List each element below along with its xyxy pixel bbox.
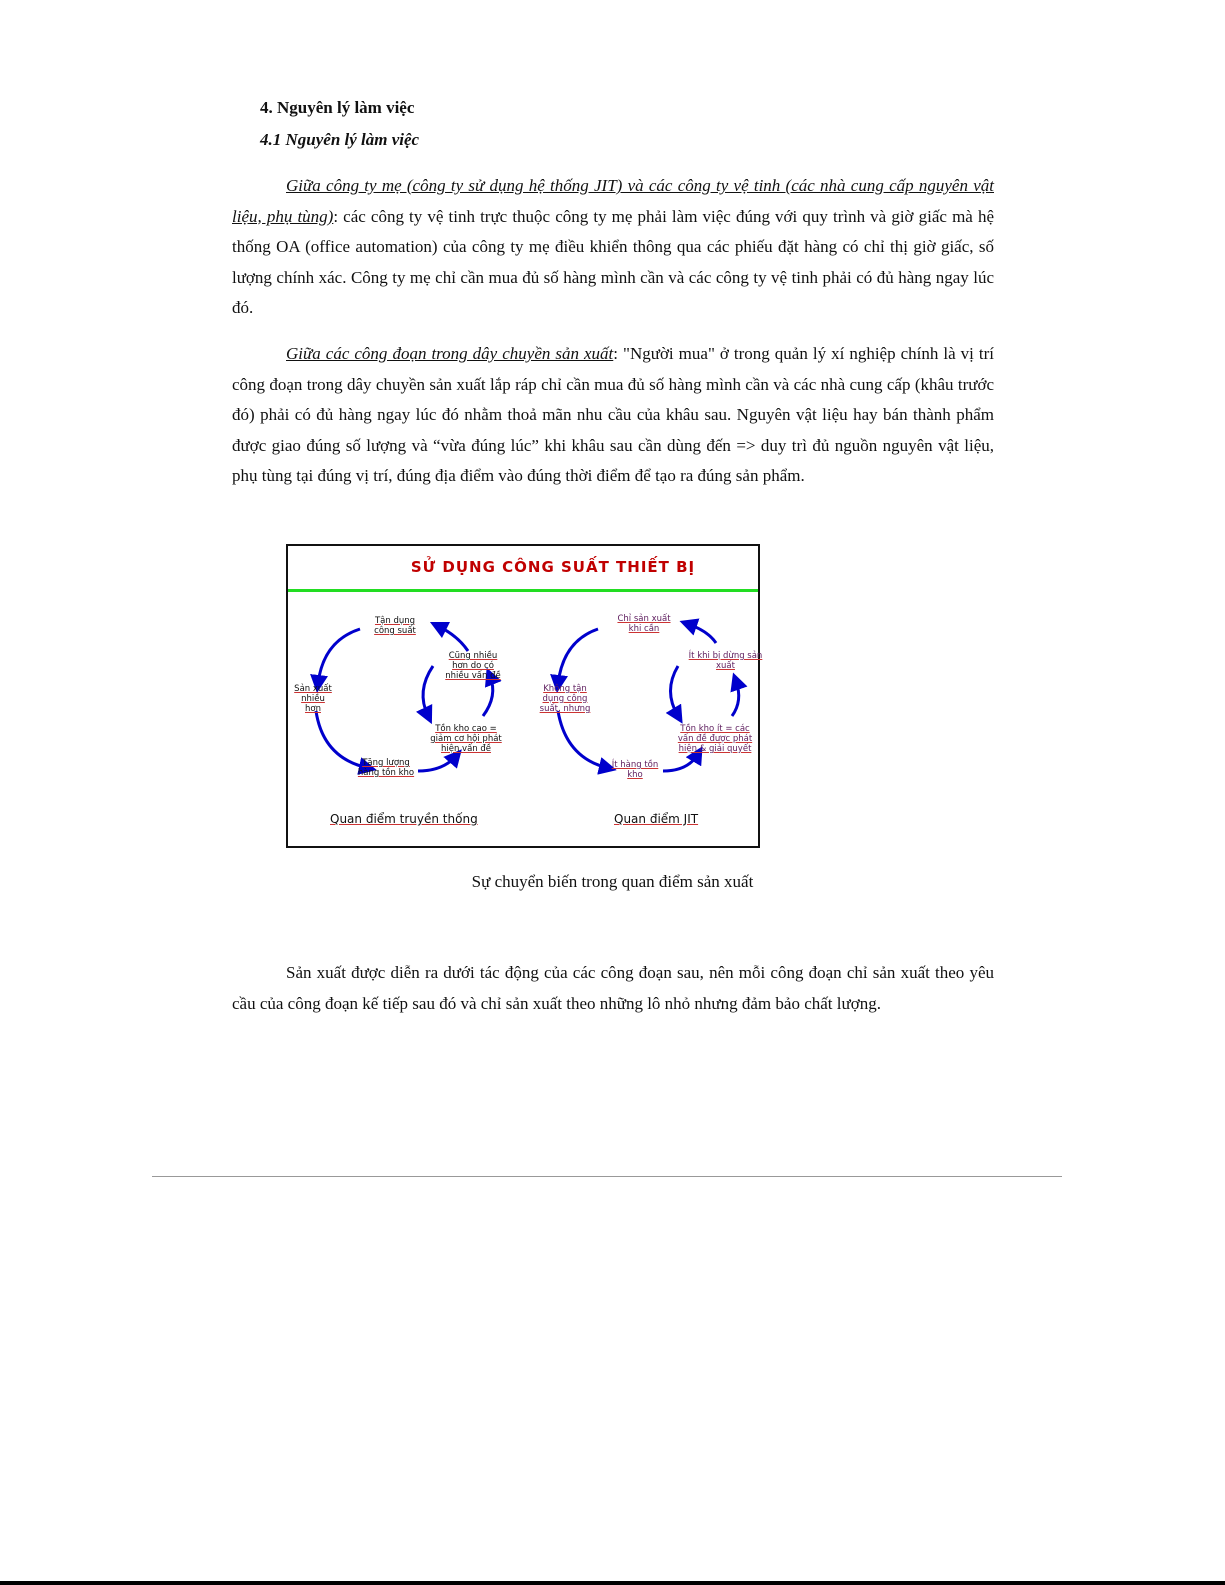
cycle-arrows [288, 546, 758, 846]
paragraph-2-text: : "Người mua" ở trong quản lý xí nghiệp chính là vị trí công đoạn trong dây chuyền sản xuất lắp ráp chỉ cần mua đủ số hàng mình cần và các nhà cung cấp (khâu trước đó) phải có đủ hàng ngay lúc đó nhằm thoả mãn nhu cầu của khâu sau. Nguyên vật liệu hay bán thành phẩm được giao đúng số lượng và “vừa đúng lúc” khi khâu sau cần dùng đến => duy trì đủ nguồn nguyên vật liệu, phụ tùng tại đúng vị trí, đúng địa điểm vào đúng thời điểm để tạo ra đúng sản phẩm. [232, 344, 994, 485]
right-label-3: Không tận dụng công suất, nhưng [539, 684, 591, 714]
right-label-1: Chỉ sản xuất khi cần [617, 614, 671, 634]
right-caption: Quan điểm JIT [614, 812, 699, 826]
figure-title: SỬ DỤNG CÔNG SUẤT THIẾT BỊ [410, 558, 696, 576]
paragraph-1-text: : các công ty vệ tinh trực thuộc công ty mẹ phải làm việc đúng với quy trình và giờ giấc mà hệ thống OA (office automation) của công ty mẹ điều khiển thông qua các phiếu đặt hàng có chỉ thị giờ giấc, số lượng chính xác. Công ty mẹ chỉ cần mua đủ số hàng mình cần và các công ty vệ tinh phải có đủ hàng ngay lúc đó. [232, 206, 994, 317]
subsection-heading: 4.1 Nguyên lý làm việc [260, 130, 420, 149]
paragraph-3-text: Sản xuất được diễn ra dưới tác động của các công đoạn sau, nên mỗi công đoạn chỉ sản xuất theo yêu cầu của công đoạn kế tiếp sau đó và chỉ sản xuất theo những lô nhỏ nhưng đảm bảo chất lượng. [232, 963, 994, 1013]
left-label-2: Cũng nhiều hơn do có nhiều vấn đề [445, 651, 501, 681]
page-bottom-border [0, 1581, 1225, 1585]
section-heading: 4. Nguyên lý làm việc [260, 98, 415, 117]
right-label-5: Ít hàng tồn kho [611, 760, 659, 780]
paragraph-1-lead: Giữa công ty mẹ (công ty sử dụng hệ thống JIT) và các công ty vệ tinh (các nhà cung cấp nguyên vật liệu, phụ tùng) [232, 176, 994, 226]
left-caption: Quan điểm truyền thống [330, 812, 478, 826]
right-label-2: Ít khi bị dừng sản xuất [688, 651, 763, 671]
left-label-4: Tồn kho cao = giảm cơ hội phát hiện vấn đề [430, 724, 502, 754]
paragraph-2 [232, 339, 994, 492]
right-label-4: Tồn kho ít = các vấn đề được phát hiện & giải quyết [677, 724, 753, 754]
left-label-1: Tận dụng công suất [374, 616, 416, 636]
left-label-3: Sản xuất nhiều hơn [294, 684, 332, 714]
paragraph-1 [232, 171, 994, 324]
figure-caption: Sự chuyển biến trong quan điểm sản xuất [471, 872, 754, 891]
paragraph-3 [232, 958, 994, 1019]
figure-equipment-capacity [286, 544, 763, 848]
paragraph-2-lead: Giữa các công đoạn trong dây chuyền sản xuất [286, 344, 614, 363]
page-divider [152, 1176, 1062, 1177]
left-label-5: Tăng lượng hàng tồn kho [357, 758, 415, 778]
